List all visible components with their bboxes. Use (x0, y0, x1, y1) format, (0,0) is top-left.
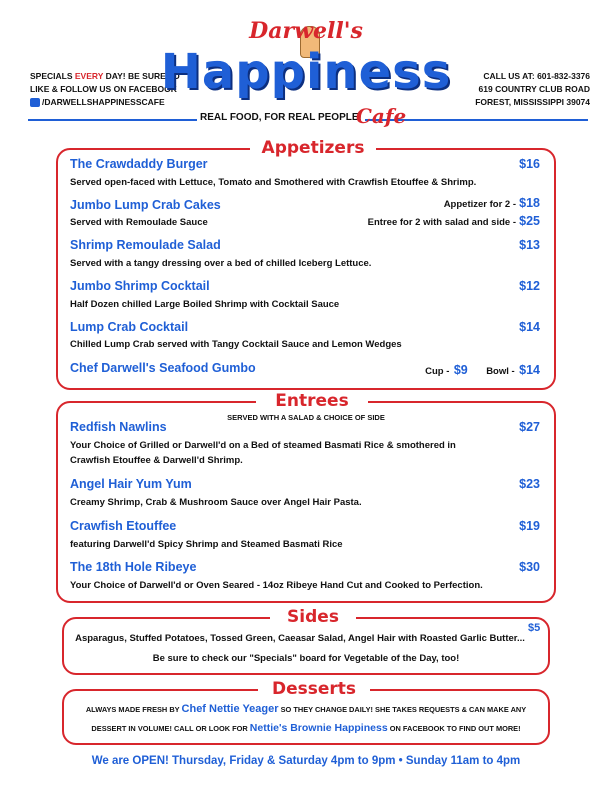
menu-item-desc: Served with a tangy dressing over a bed of chilled Iceberg Lettuce. (70, 258, 372, 269)
menu-item-price: $13 (519, 238, 540, 252)
menu-item-desc: Half Dozen chilled Large Boiled Shrimp with Cocktail Sauce (70, 299, 340, 310)
option-label: Appetizer for 2 - (443, 199, 516, 210)
facebook-line: LIKE & FOLLOW US ON FACEBOOK (30, 84, 177, 94)
menu-item-name: Shrimp Remoulade Salad (70, 238, 221, 252)
menu-item-desc: Creamy Shrimp, Crab & Mushroom Sauce over Angel Hair Pasta. (70, 497, 362, 508)
menu-item-desc: Served with Remoulade Sauce (70, 217, 208, 228)
logo-cafe: Cafe (356, 104, 407, 128)
menu-item-name: The Crawdaddy Burger (70, 157, 208, 171)
menu-item-price: $19 (519, 519, 540, 533)
menu-item-name: Redfish Nawlins (70, 420, 167, 434)
menu-item-desc: Crawfish Etouffee & Darwell'd Shrimp. (70, 455, 243, 466)
menu-item-price: $30 (519, 560, 540, 574)
menu-item-name: Crawfish Etouffee (70, 519, 177, 533)
menu-item-name: The 18th Hole Ribeye (70, 560, 197, 574)
sides-price: $5 (528, 622, 541, 634)
menu-item-name: Lump Crab Cocktail (70, 320, 189, 334)
chef-name: Chef Nettie Yeager (181, 703, 279, 715)
menu-item-price: $14 (519, 320, 540, 334)
option-price: $25 (519, 214, 540, 228)
menu-item-name: Chef Darwell's Seafood Gumbo (70, 361, 256, 375)
menu-item-desc: Served open-faced with Lettuce, Tomato and Smothered with Crawfish Etouffee & Shrimp. (70, 177, 477, 188)
entrees-title: Entrees (256, 391, 368, 411)
specials-every: EVERY (74, 71, 104, 81)
appetizers-title: Appetizers (250, 138, 376, 158)
menu-item-name: Jumbo Shrimp Cocktail (70, 279, 210, 293)
sides-list: Asparagus, Stuffed Potatoes, Tossed Green, Caeasar Salad, Angel Hair with Roasted Garlic Butter... (75, 633, 525, 644)
menu-item-desc: featuring Darwell'd Spicy Shrimp and Steamed Basmati Rice (70, 539, 343, 550)
menu-item-price: $16 (519, 157, 540, 171)
option-price: $18 (519, 196, 540, 210)
option-label: Entree for 2 with salad and side - (367, 217, 516, 228)
menu-item-desc: Your Choice of Darwell'd or Oven Seared - 14oz Ribeye Hand Cut and Cooked to Perfection. (70, 580, 483, 591)
address-city: FOREST, MISSISSIPPI 39074 (475, 97, 590, 107)
gumbo-prices: Cup - $9 Bowl - $14 (425, 363, 540, 377)
entrees-note: SERVED WITH A SALAD & CHOICE OF SIDE (227, 413, 385, 422)
menu-item-price: $27 (519, 420, 540, 434)
facebook-handle[interactable]: /DARWELLSHAPPINESSCAFE (30, 96, 180, 109)
specials-line: SPECIALS EVERY DAY! BE SURE TO (30, 71, 180, 81)
menu-item-price: $12 (519, 279, 540, 293)
sides-note: Be sure to check our "Specials" board for Vegetable of the Day, too! (152, 653, 460, 664)
brownie-name: Nettie's Brownie Happiness (249, 722, 388, 734)
desserts-line-2: DESSERT IN VOLUME! CALL OR LOOK FOR Nettie's Brownie Happiness ON FACEBOOK TO FIND OUT MORE! (91, 722, 521, 734)
menu-item-name: Jumbo Lump Crab Cakes (70, 198, 221, 212)
desserts-line-1: ALWAYS MADE FRESH BY Chef Nettie Yeager SO THEY CHANGE DAILY! SHE TAKES REQUESTS & CAN MAKE ANY (85, 703, 527, 715)
sides-title: Sides (270, 607, 356, 627)
logo-darwells: Darwell's (249, 18, 363, 44)
menu-item-desc: Your Choice of Grilled or Darwell'd on a Bed of steamed Basmati Rice & smothered in (70, 440, 456, 451)
menu-item-price: $23 (519, 477, 540, 491)
address-street: 619 COUNTRY CLUB ROAD (478, 84, 590, 94)
logo-happiness: Happiness (160, 44, 452, 100)
menu-item-name: Angel Hair Yum Yum (70, 477, 192, 491)
phone-number[interactable]: CALL US AT: 601-832-3376 (483, 71, 590, 81)
desserts-title: Desserts (258, 679, 370, 699)
opening-hours: We are OPEN! Thursday, Friday & Saturday 4pm to 9pm • Sunday 11am to 4pm (91, 755, 521, 767)
tagline: REAL FOOD, FOR REAL PEOPLE! (197, 112, 365, 123)
menu-item-desc: Chilled Lump Crab served with Tangy Cocktail Sauce and Lemon Wedges (70, 339, 402, 350)
